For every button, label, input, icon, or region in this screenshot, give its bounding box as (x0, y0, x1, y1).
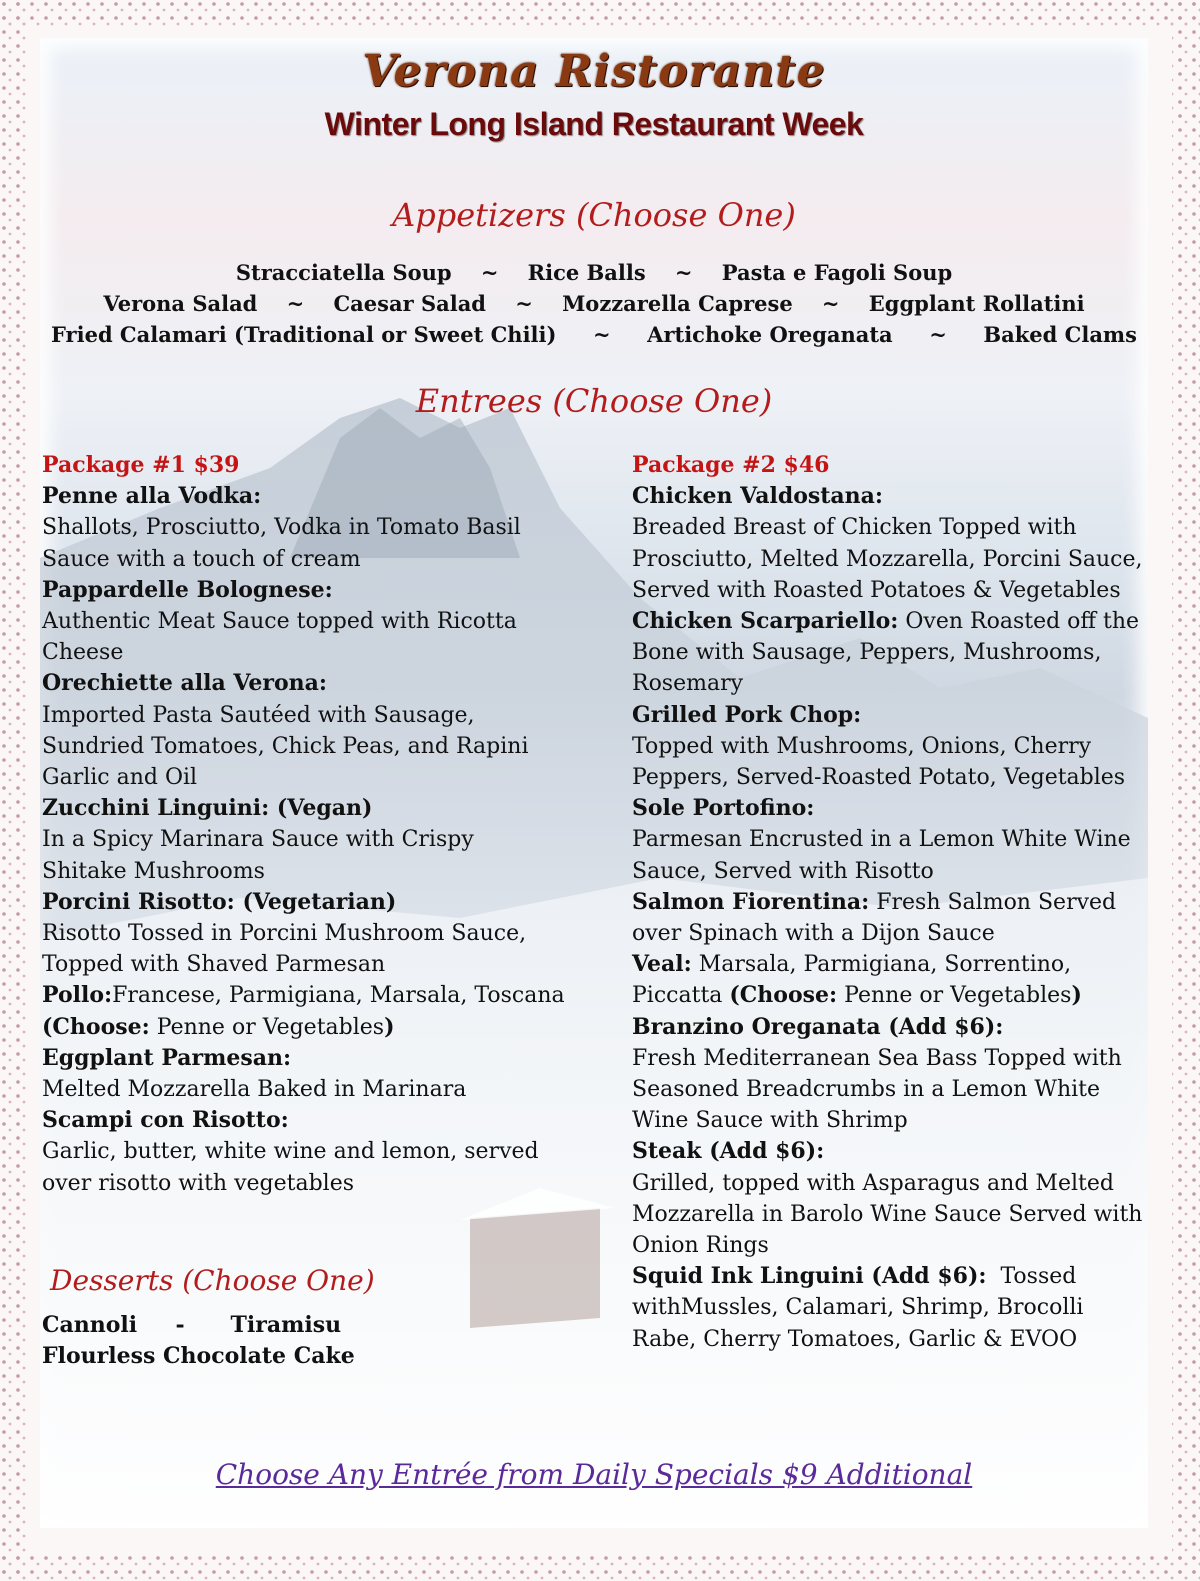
dish-description: Bone with Sausage, Peppers, Mushrooms, (632, 640, 1102, 666)
choose-label: (Choose: (42, 1013, 150, 1040)
dish-description: Seasoned Breadcrumbs in a Lemon White (632, 1077, 1101, 1103)
dish-description: Fresh Salmon Served (869, 889, 1117, 915)
dish-description: Peppers, Served-Roasted Potato, Vegetables (632, 765, 1126, 791)
dish-description: Piccatta (632, 983, 730, 1009)
dish-name: Branzino Oreganata (632, 1013, 881, 1040)
dish-description: Cheese (42, 640, 124, 666)
dish-name: Scampi con Risotto: (42, 1107, 289, 1134)
choose-close: ) (1071, 982, 1082, 1009)
dish-name: Pappardelle Bolognese: (42, 576, 333, 603)
choose-close: ) (384, 1013, 395, 1040)
dish-name: Chicken Valdostana: (632, 483, 884, 510)
dish-name: Squid Ink Linguini (Add $6): (632, 1263, 987, 1290)
dish-description: Francese, Parmigiana, Marsala, Toscana (112, 983, 565, 1009)
dish-line (632, 949, 1144, 980)
dish-name: Pollo: (42, 982, 113, 1009)
dish-line (42, 980, 602, 1011)
dish-description: Garlic, butter, white wine and lemon, served (42, 1139, 539, 1165)
dish-description: Sauce with a touch of cream (42, 546, 361, 572)
dish-name: Eggplant Parmesan: (42, 1044, 292, 1071)
dish-line (632, 980, 1144, 1011)
choose-options: Penne or Vegetables (149, 1014, 385, 1040)
package-2-label: Package #2 $46 (632, 452, 830, 478)
dish-line (632, 887, 1144, 918)
dish-description: In a Spicy Marinara Sauce with Crispy (42, 827, 474, 853)
dish-line (42, 1012, 602, 1043)
dish-description: Marsala, Parmigiana, Sorrentino, (691, 952, 1072, 978)
dish-description: Authentic Meat Sauce topped with Ricotta (42, 609, 517, 635)
dish-name: Chicken Scarpariello: (632, 608, 899, 635)
dish-description: Garlic and Oil (42, 765, 198, 791)
dish-name: Sole Portofino: (632, 795, 815, 822)
dish-name: Orechiette alla Verona: (42, 670, 328, 697)
dish-line (632, 606, 1144, 637)
dish-description: Prosciutto, Melted Mozzarella, Porcini Sauce, (632, 546, 1143, 572)
dish-description: Fresh Mediterranean Sea Bass Topped with (632, 1045, 1122, 1071)
dish-description: Served with Roasted Potatoes & Vegetables (632, 577, 1121, 603)
dish-description: over Spinach with a Dijon Sauce (632, 921, 995, 947)
appetizers-heading: Appetizers (Choose One) (392, 196, 796, 234)
daily-specials-note: Choose Any Entrée from Daily Specials $9 Additional (215, 1458, 973, 1491)
dish-description: Risotto Tossed in Porcini Mushroom Sauce, (42, 921, 527, 947)
dish-name: Steak (632, 1138, 702, 1165)
dish-name: Porcini Risotto: (Vegetarian) (42, 888, 397, 915)
dish-description: Sundried Tomatoes, Chick Peas, and Rapini (42, 733, 529, 759)
dish-addon: (Add $6): (701, 1138, 825, 1165)
dish-description: Onion Rings (632, 1233, 769, 1259)
package-1-column (42, 450, 602, 1199)
desserts-heading: Desserts (Choose One) (50, 1264, 375, 1297)
dish-description: Melted Mozzarella Baked in Marinara (42, 1077, 467, 1103)
dish-description: Rosemary (632, 671, 744, 697)
restaurant-title: Verona Ristorante (362, 46, 826, 97)
dish-description: Rabe, Cherry Tomatoes, Garlic & EVOO (632, 1326, 1078, 1352)
dish-description: Imported Pasta Sautéed with Sausage, (42, 702, 475, 728)
dish-description: Breaded Breast of Chicken Topped with (632, 515, 1077, 541)
dish-line (632, 1136, 1144, 1167)
package-1-label: Package #1 $39 (42, 452, 240, 478)
choose-label: (Choose: (729, 982, 838, 1009)
dish-description: Shallots, Prosciutto, Vodka in Tomato Basil (42, 515, 521, 541)
dish-description: Tossed (986, 1264, 1077, 1290)
dish-line (632, 1012, 1144, 1043)
event-subtitle: Winter Long Island Restaurant Week (324, 106, 864, 142)
appetizer-row: Stracciatella Soup ~ Rice Balls ~ Pasta e Fagoli Soup (235, 260, 953, 285)
dish-name: Zucchini Linguini: (Vegan) (42, 795, 373, 822)
dish-name: Veal: (632, 951, 692, 978)
desserts-list (42, 1310, 355, 1372)
dish-description: Grilled, topped with Asparagus and Melted (632, 1170, 1114, 1196)
dish-description: withMussles, Calamari, Shrimp, Brocolli (632, 1295, 1084, 1321)
dish-description: Mozzarella in Barolo Wine Sauce Served with (632, 1201, 1143, 1227)
dish-description: Oven Roasted off the (898, 609, 1140, 635)
dish-description: Sauce, Served with Risotto (632, 858, 934, 884)
dessert-row: Flourless Chocolate Cake (42, 1343, 355, 1370)
dish-addon: (Add $6): (880, 1013, 1004, 1040)
menu-page (40, 38, 1148, 1528)
appetizer-row: Verona Salad ~ Caesar Salad ~ Mozzarella Caprese ~ Eggplant Rollatini (103, 291, 1085, 316)
dish-name: Salmon Fiorentina: (632, 888, 870, 915)
entrees-heading: Entrees (Choose One) (415, 382, 773, 420)
dessert-row: Cannoli - Tiramisu (42, 1312, 342, 1338)
dish-description: Topped with Shaved Parmesan (42, 952, 386, 978)
choose-options: Penne or Vegetables (837, 983, 1072, 1009)
dish-name: Penne alla Vodka: (42, 483, 262, 510)
dish-description: Topped with Mushrooms, Onions, Cherry (632, 733, 1092, 759)
dish-description: Wine Sauce with Shrimp (632, 1108, 908, 1134)
package-2-column (632, 450, 1144, 1355)
dish-description: Shitake Mushrooms (42, 858, 265, 884)
dish-line (632, 1261, 1144, 1292)
dish-description: over risotto with vegetables (42, 1170, 355, 1196)
dish-description: Parmesan Encrusted in a Lemon White Wine (632, 827, 1131, 853)
dish-name: Grilled Pork Chop: (632, 701, 862, 728)
appetizer-row: Fried Calamari (Traditional or Sweet Chili) ~ Artichoke Oreganata ~ Baked Clams (51, 322, 1137, 347)
